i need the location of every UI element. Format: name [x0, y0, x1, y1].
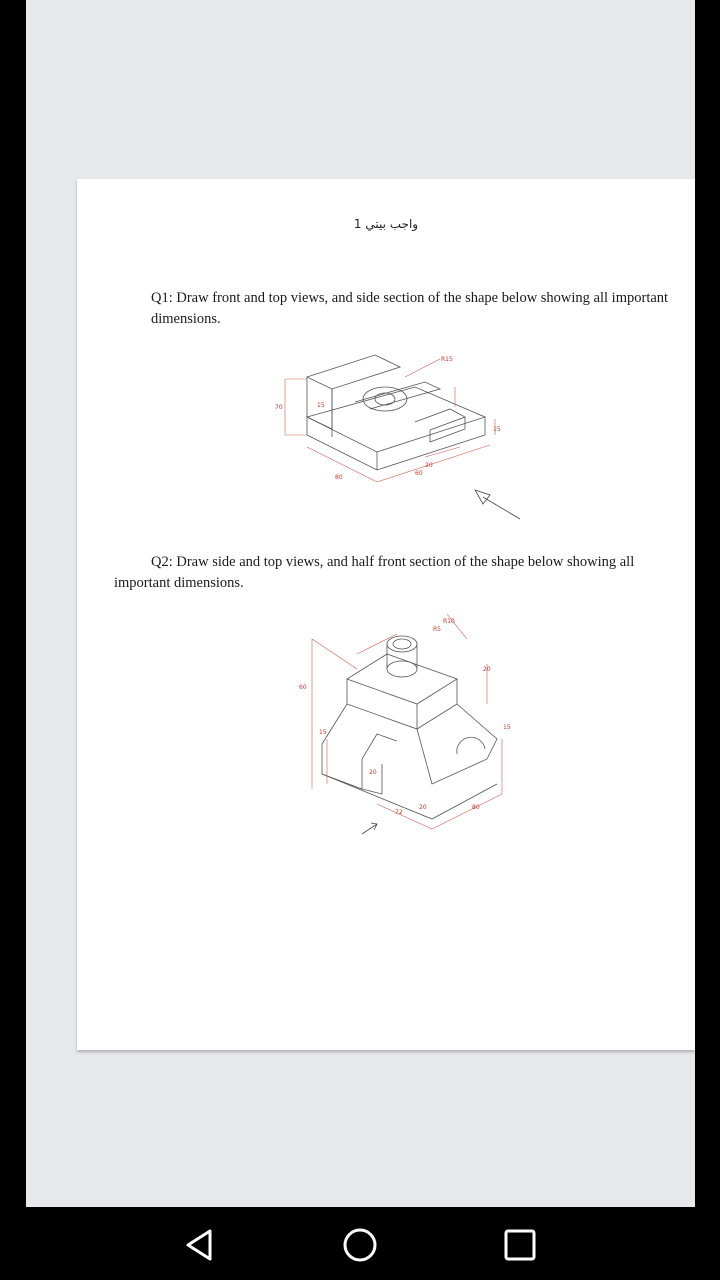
svg-text:80: 80 — [335, 474, 343, 481]
document-viewer[interactable] — [26, 0, 695, 1207]
svg-text:80: 80 — [472, 804, 480, 811]
svg-text:20: 20 — [419, 804, 427, 811]
android-navigation-bar — [0, 1207, 720, 1280]
svg-text:20: 20 — [483, 666, 491, 673]
svg-text:72: 72 — [395, 809, 403, 816]
svg-text:20: 20 — [369, 769, 377, 776]
svg-text:60: 60 — [299, 684, 307, 691]
svg-text:R5: R5 — [433, 626, 441, 633]
recent-apps-icon[interactable] — [500, 1225, 540, 1265]
svg-text:20: 20 — [425, 462, 433, 469]
home-icon[interactable] — [340, 1225, 380, 1265]
svg-text:60: 60 — [415, 470, 423, 477]
q2-isometric-drawing — [247, 609, 537, 859]
svg-text:15: 15 — [503, 724, 511, 731]
svg-text:15: 15 — [319, 729, 327, 736]
page-heading: واجب بيتي 1 — [353, 217, 419, 231]
svg-text:15: 15 — [493, 426, 501, 433]
q1-isometric-drawing — [265, 347, 525, 527]
question-2: Q2: Draw side and top views, and half front section of the shape below showing all important dimensions. — [114, 554, 635, 591]
svg-text:R15: R15 — [441, 356, 453, 363]
svg-text:15: 15 — [317, 402, 325, 409]
document-page — [77, 179, 695, 1050]
svg-text:70: 70 — [275, 404, 283, 411]
back-icon[interactable] — [180, 1225, 220, 1265]
svg-text:R10: R10 — [443, 618, 455, 625]
question-1: Q1: Draw front and top views, and side section of the shape below showing all important dimensions. — [151, 290, 669, 327]
